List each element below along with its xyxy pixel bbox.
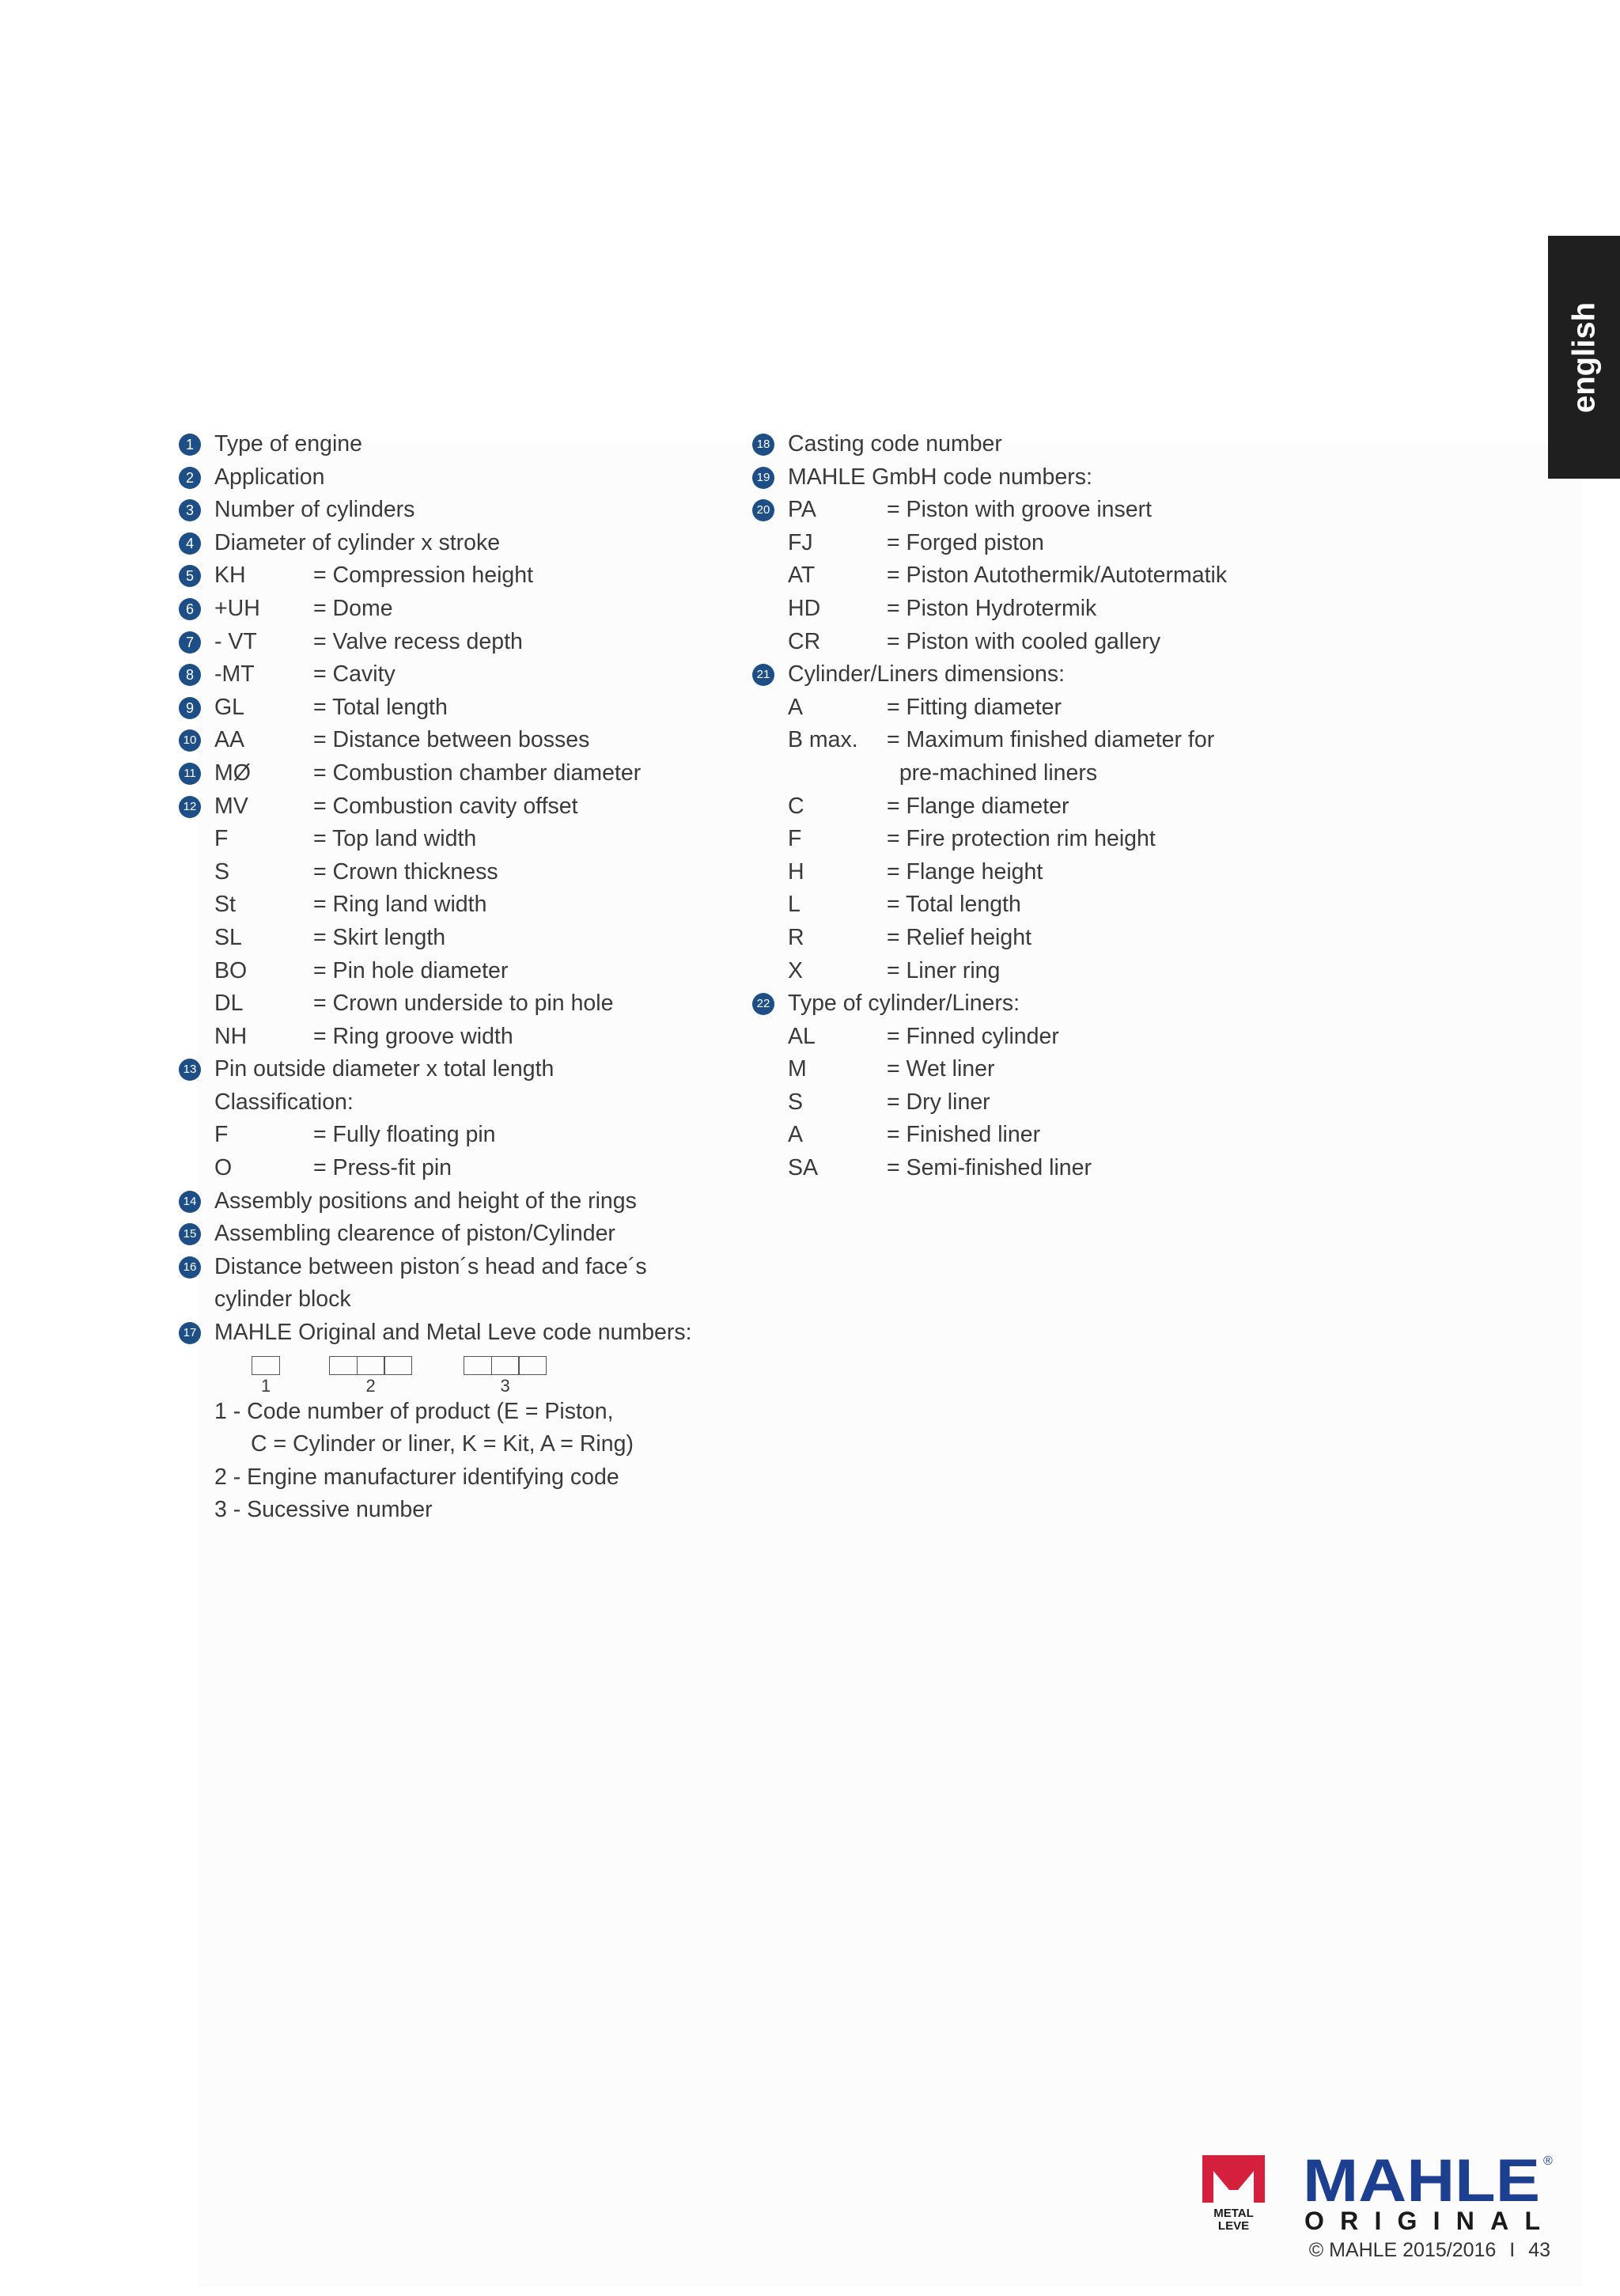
legend-definition: = Dome — [313, 595, 393, 621]
number-badge: 20 — [752, 499, 774, 521]
legend-abbreviation: -MT — [214, 661, 255, 688]
code-explanation-continuation: C = Cylinder or liner, K = Kit, A = Ring) — [251, 1431, 634, 1457]
legend-definition: = Wet liner — [887, 1056, 995, 1082]
code-box — [491, 1356, 520, 1375]
legend-row — [179, 1185, 732, 1218]
legend-row — [752, 494, 1385, 527]
legend-definition: = Ring groove width — [313, 1023, 513, 1049]
legend-row — [179, 790, 732, 824]
number-badge: 22 — [752, 993, 774, 1015]
legend-definition: = Piston with cooled gallery — [887, 628, 1161, 654]
legend-definition: = Distance between bosses — [313, 727, 590, 753]
legend-definition: = Forged piston — [887, 529, 1044, 555]
number-badge: 11 — [179, 763, 201, 785]
legend-text: Distance between piston´s head and face´s — [214, 1253, 647, 1279]
legend-abbreviation: - VT — [214, 628, 257, 654]
legend-text: cylinder block — [214, 1286, 351, 1313]
legend-definition: = Total length — [887, 892, 1021, 918]
metal-leve-logo — [1201, 2154, 1266, 2233]
code-box — [384, 1356, 412, 1375]
code-explanation-line — [179, 1461, 732, 1495]
footer-separator: I — [1509, 2239, 1516, 2261]
legend-row — [752, 888, 1385, 922]
legend-text: Type of engine — [214, 431, 362, 457]
page-footer — [1289, 2239, 1550, 2262]
left-legend-column — [179, 428, 732, 1527]
legend-abbreviation: F — [214, 1122, 229, 1148]
language-tab[interactable] — [1548, 236, 1620, 479]
legend-text: Assembly positions and height of the rings — [214, 1188, 637, 1214]
legend-abbreviation: BO — [214, 957, 248, 983]
legend-row — [752, 922, 1385, 955]
number-badge: 6 — [179, 598, 201, 620]
legend-row — [179, 1152, 732, 1185]
legend-row — [179, 823, 732, 856]
number-badge: 21 — [752, 664, 774, 686]
number-badge: 14 — [179, 1191, 201, 1213]
code-box — [329, 1356, 358, 1375]
legend-definition: = Valve recess depth — [313, 628, 523, 654]
number-badge: 3 — [179, 499, 201, 521]
legend-row — [752, 461, 1385, 494]
code-explanation-line — [179, 1428, 732, 1461]
right-legend-column — [752, 428, 1385, 1185]
legend-row — [179, 724, 732, 757]
code-explanation-text: 2 - Engine manufacturer identifying code — [214, 1464, 619, 1490]
legend-row — [179, 527, 732, 560]
legend-definition: = Crown underside to pin hole — [313, 991, 614, 1017]
legend-row — [179, 1086, 732, 1120]
legend-abbreviation: B max. — [788, 727, 858, 753]
legend-abbreviation: H — [788, 858, 804, 885]
legend-row — [752, 691, 1385, 725]
number-badge: 15 — [179, 1223, 201, 1245]
legend-definition: = Fitting diameter — [887, 694, 1062, 720]
legend-abbreviation: M — [788, 1056, 807, 1082]
legend-row — [752, 1086, 1385, 1120]
legend-text: Number of cylinders — [214, 497, 415, 523]
legend-definition: = Crown thickness — [313, 858, 498, 885]
code-explanation-text: 1 - Code number of product (E = Piston, — [214, 1398, 614, 1424]
legend-text: Diameter of cylinder x stroke — [214, 529, 501, 555]
legend-row — [752, 790, 1385, 824]
number-badge: 2 — [179, 467, 201, 489]
legend-text: Casting code number — [788, 431, 1002, 457]
legend-text: Type of cylinder/Liners: — [788, 991, 1020, 1017]
legend-row — [752, 987, 1385, 1021]
legend-definition: = Piston Autothermik/Autotermatik — [887, 563, 1228, 589]
legend-row — [179, 1021, 732, 1054]
code-box-label: 3 — [500, 1375, 510, 1396]
legend-abbreviation: AT — [788, 563, 816, 589]
legend-row — [179, 1053, 732, 1086]
legend-row — [179, 987, 732, 1021]
legend-row — [179, 856, 732, 889]
number-badge: 8 — [179, 664, 201, 686]
legend-row — [752, 1053, 1385, 1086]
legend-abbreviation: L — [788, 892, 801, 918]
legend-row — [752, 1119, 1385, 1152]
legend-text: MAHLE GmbH code numbers: — [788, 464, 1092, 490]
mahle-original-logo — [1303, 2154, 1554, 2233]
legend-definition: = Fire protection rim height — [887, 826, 1156, 852]
number-badge: 13 — [179, 1059, 201, 1081]
legend-definition: = Flange diameter — [887, 793, 1069, 819]
legend-row — [752, 593, 1385, 626]
legend-definition: = Top land width — [313, 826, 477, 852]
legend-abbreviation: MV — [214, 793, 248, 819]
legend-row — [179, 888, 732, 922]
legend-row — [179, 1218, 732, 1251]
legend-definition: = Cavity — [313, 661, 396, 688]
legend-abbreviation: F — [214, 826, 229, 852]
legend-row — [179, 626, 732, 659]
code-explanation-text: 3 - Sucessive number — [214, 1497, 433, 1523]
legend-row — [752, 626, 1385, 659]
legend-row — [179, 494, 732, 527]
number-badge: 4 — [179, 532, 201, 555]
original-wordmark: ORIGINAL — [1304, 2207, 1540, 2233]
legend-text: Cylinder/Liners dimensions: — [788, 661, 1065, 688]
legend-definition: = Combustion cavity offset — [313, 793, 578, 819]
legend-abbreviation: St — [214, 892, 236, 918]
legend-row — [752, 1152, 1385, 1185]
legend-definition: = Press-fit pin — [313, 1155, 452, 1181]
legend-row — [752, 724, 1385, 757]
legend-row — [752, 527, 1385, 560]
legend-abbreviation: SL — [214, 924, 242, 950]
legend-definition: = Finished liner — [887, 1122, 1041, 1148]
legend-row — [179, 1119, 732, 1152]
number-badge: 19 — [752, 467, 774, 489]
legend-row — [179, 461, 732, 494]
code-box-label: 2 — [365, 1375, 376, 1396]
legend-text: MAHLE Original and Metal Leve code numbers: — [214, 1320, 692, 1346]
legend-abbreviation: A — [788, 1122, 804, 1148]
number-badge: 18 — [752, 434, 774, 456]
code-box — [252, 1356, 280, 1375]
metal-leve-text-1: METAL — [1213, 2207, 1254, 2220]
legend-definition: = Fully floating pin — [313, 1122, 496, 1148]
number-badge: 7 — [179, 631, 201, 654]
legend-abbreviation: AL — [788, 1023, 816, 1049]
number-badge: 17 — [179, 1322, 201, 1344]
legend-row — [179, 757, 732, 790]
legend-definition: = Semi-finished liner — [887, 1155, 1092, 1181]
code-box-label: 1 — [261, 1375, 271, 1396]
code-explanation-line — [179, 1494, 732, 1527]
code-box — [357, 1356, 385, 1375]
legend-abbreviation: +UH — [214, 595, 260, 621]
legend-abbreviation: S — [788, 1089, 804, 1115]
number-badge: 12 — [179, 796, 201, 818]
legend-abbreviation: C — [788, 793, 804, 819]
code-box — [464, 1356, 492, 1375]
legend-definition: = Combustion chamber diameter — [313, 760, 642, 786]
code-box — [518, 1356, 547, 1375]
legend-definition: = Liner ring — [887, 957, 1001, 983]
legend-row — [179, 922, 732, 955]
legend-row — [179, 1317, 732, 1350]
code-box-group — [464, 1356, 546, 1375]
code-number-diagram — [252, 1350, 732, 1396]
metal-leve-emblem — [1202, 2155, 1265, 2203]
legend-definition: = Piston with groove insert — [887, 497, 1153, 523]
mahle-wordmark: MAHLE — [1303, 2154, 1540, 2215]
legend-abbreviation: FJ — [788, 529, 813, 555]
legend-abbreviation: CR — [788, 628, 821, 654]
legend-row — [752, 428, 1385, 461]
copyright-text: © MAHLE 2015/2016 — [1308, 2239, 1497, 2261]
metal-leve-text-2: LEVE — [1217, 2219, 1250, 2233]
number-badge: 1 — [179, 434, 201, 456]
legend-text: Application — [214, 464, 325, 490]
legend-row — [179, 428, 732, 461]
legend-definition: = Dry liner — [887, 1089, 990, 1115]
legend-abbreviation: F — [788, 826, 802, 852]
legend-definition: = Skirt length — [313, 924, 446, 950]
code-explanation-line — [179, 1396, 732, 1429]
legend-row — [752, 823, 1385, 856]
legend-row — [752, 955, 1385, 988]
legend-row — [179, 593, 732, 626]
legend-row — [752, 559, 1385, 593]
legend-abbreviation: O — [214, 1155, 233, 1181]
legend-abbreviation: SA — [788, 1155, 819, 1181]
legend-row — [752, 1021, 1385, 1054]
number-badge: 16 — [179, 1256, 201, 1279]
legend-abbreviation: R — [788, 924, 804, 950]
language-tab-label: english — [1566, 301, 1601, 413]
legend-abbreviation: PA — [788, 497, 816, 523]
legend-abbreviation: KH — [214, 563, 246, 589]
legend-abbreviation: HD — [788, 595, 821, 621]
legend-abbreviation: X — [788, 957, 804, 983]
legend-abbreviation: AA — [214, 727, 245, 753]
legend-definition: = Finned cylinder — [887, 1023, 1059, 1049]
legend-abbreviation: NH — [214, 1023, 248, 1049]
legend-text: Classification: — [214, 1089, 354, 1115]
number-badge: 10 — [179, 729, 201, 752]
legend-abbreviation: DL — [214, 991, 244, 1017]
legend-row — [752, 856, 1385, 889]
legend-row — [179, 691, 732, 725]
legend-text: Pin outside diameter x total length — [214, 1056, 555, 1082]
legend-row — [752, 757, 1385, 790]
legend-definition: = Total length — [313, 694, 448, 720]
legend-definition: = Ring land width — [313, 892, 487, 918]
legend-text: Assembling clearence of piston/Cylinder — [214, 1221, 615, 1247]
legend-row — [752, 658, 1385, 691]
legend-row — [179, 658, 732, 691]
code-box-group — [252, 1356, 279, 1375]
number-badge: 9 — [179, 697, 201, 719]
legend-definition: = Piston Hydrotermik — [887, 595, 1097, 621]
number-badge: 5 — [179, 565, 201, 587]
legend-definition: = Flange height — [887, 858, 1043, 885]
legend-abbreviation: GL — [214, 694, 245, 720]
legend-definition: = Pin hole diameter — [313, 957, 509, 983]
legend-abbreviation: A — [788, 694, 804, 720]
legend-row — [179, 1251, 732, 1284]
legend-abbreviation: MØ — [214, 760, 251, 786]
legend-row — [179, 559, 732, 593]
legend-row — [179, 955, 732, 988]
legend-row — [179, 1283, 732, 1317]
legend-definition: = Compression height — [313, 563, 534, 589]
legend-definition: = Maximum finished diameter for — [887, 727, 1215, 753]
legend-definition: = Relief height — [887, 924, 1031, 950]
code-box-group — [329, 1356, 411, 1375]
legend-definition: pre-machined liners — [887, 760, 1098, 786]
registered-mark: ® — [1543, 2154, 1553, 2168]
page-number: 43 — [1528, 2239, 1550, 2261]
legend-abbreviation: S — [214, 858, 230, 885]
